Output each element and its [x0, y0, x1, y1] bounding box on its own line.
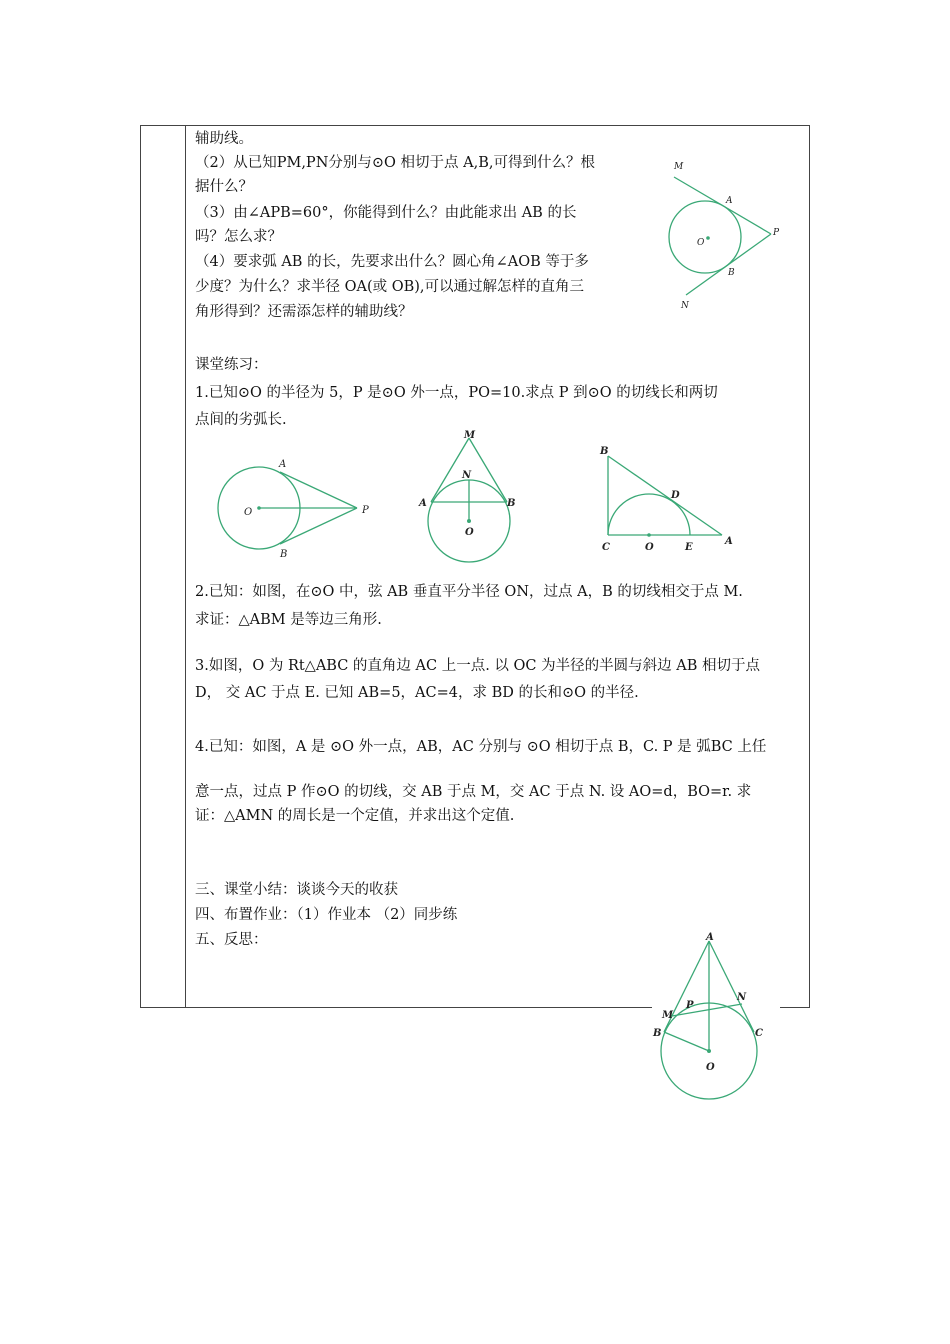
label-a: A	[725, 536, 733, 547]
label-d: D	[671, 490, 680, 501]
intro-line-8: 角形得到？还需添怎样的辅助线？	[195, 304, 413, 320]
intro-line-5: 吗？怎么求？	[195, 229, 282, 245]
label-c: C	[602, 542, 610, 553]
label-n: N	[681, 301, 689, 311]
summary-line-5: 五、反思：	[195, 932, 268, 948]
label-p: P	[362, 505, 369, 516]
radius-ob	[664, 1032, 709, 1051]
label-b: B	[280, 549, 288, 560]
tangent-mn	[672, 1004, 742, 1016]
summary-line-4: 四、布置作业：（1）作业本 （2）同步练	[195, 907, 458, 923]
q2-line-1: 2.已知：如图，在⊙O 中，弦 AB 垂直平分半径 ON，过点 A，B 的切线相交于点 M.	[195, 584, 743, 600]
label-b: B	[728, 268, 735, 278]
label-m: M	[662, 1010, 674, 1021]
q1-line-1: 1.已知⊙O 的半径为 5，P 是⊙O 外一点，PO=10.求点 P 到⊙O 的切线长和两切	[195, 385, 718, 401]
figure-q4	[650, 928, 770, 1103]
circle-o	[669, 201, 741, 273]
label-o: O	[706, 1062, 715, 1073]
label-o: O	[645, 542, 654, 553]
label-a: A	[419, 498, 427, 509]
figure-q3	[595, 440, 740, 555]
label-n: N	[462, 470, 472, 481]
label-a: A	[726, 196, 733, 206]
q3-line-2: D， 交 AC 于点 E. 已知 AB=5，AC=4，求 BD 的长和⊙O 的半径.	[195, 685, 639, 701]
q1-line-2: 点间的劣弧长.	[195, 412, 287, 428]
center-dot	[467, 519, 471, 523]
intro-line-7: 少度？为什么？求半径 OA(或 OB),可以通过解怎样的直角三	[195, 279, 585, 295]
q4-line-3: 证：△AMN 的周长是一个定值，并求出这个定值.	[195, 808, 515, 824]
center-dot	[707, 1049, 711, 1053]
center-dot	[706, 236, 710, 240]
figure-q1	[215, 455, 375, 565]
label-a: A	[706, 932, 714, 943]
summary-line-3: 三、课堂小结：谈谈今天的收获	[195, 882, 398, 898]
label-e: E	[685, 542, 693, 553]
column-divider	[185, 126, 186, 1007]
line-mb	[469, 438, 507, 502]
label-b: B	[600, 446, 609, 457]
label-m: M	[674, 162, 684, 172]
q4-line-1: 4.已知：如图，A 是 ⊙O 外一点，AB，AC 分别与 ⊙O 相切于点 B，C. P 是 弧BC 上任	[195, 739, 767, 755]
label-b: B	[507, 498, 516, 509]
label-o: O	[244, 507, 253, 518]
label-c: C	[755, 1028, 763, 1039]
label-p: P	[686, 1000, 694, 1011]
figure-q2	[410, 425, 525, 570]
tangent-pa	[280, 472, 357, 508]
intro-line-4: （3）由∠APB=60°，你能得到什么？由此能求出 AB 的长	[195, 205, 577, 221]
label-o: O	[697, 238, 705, 248]
label-p: P	[773, 228, 780, 238]
label-m: M	[464, 430, 476, 441]
practice-heading: 课堂练习：	[195, 357, 268, 373]
tangent-ac	[709, 941, 754, 1032]
intro-line-1: 辅助线。	[195, 131, 253, 147]
label-n: N	[737, 992, 747, 1003]
q2-line-2: 求证：△ABM 是等边三角形.	[195, 612, 382, 628]
label-a: A	[279, 459, 287, 470]
center-dot	[647, 533, 651, 537]
figure-tangents-pm-pn	[660, 155, 785, 315]
center-dot	[257, 506, 261, 510]
tangent-pb	[280, 508, 357, 544]
q3-line-1: 3.如图，O 为 Rt△ABC 的直角边 AC 上一点. 以 OC 为半径的半圆与斜边 AB 相切于点	[195, 658, 760, 674]
label-o: O	[465, 527, 474, 538]
label-b: B	[653, 1028, 662, 1039]
intro-line-2: （2）从已知PM,PN分别与⊙O 相切于点 A,B,可得到什么？根	[195, 155, 595, 171]
intro-line-3: 据什么？	[195, 179, 253, 195]
side-ab	[608, 456, 722, 535]
intro-line-6: （4）要求弧 AB 的长，先要求出什么？圆心角∠AOB 等于多	[195, 254, 589, 270]
q4-line-2: 意一点，过点 P 作⊙O 的切线，交 AB 于点 M，交 AC 于点 N. 设 AO=d，BO=r. 求	[195, 784, 752, 800]
